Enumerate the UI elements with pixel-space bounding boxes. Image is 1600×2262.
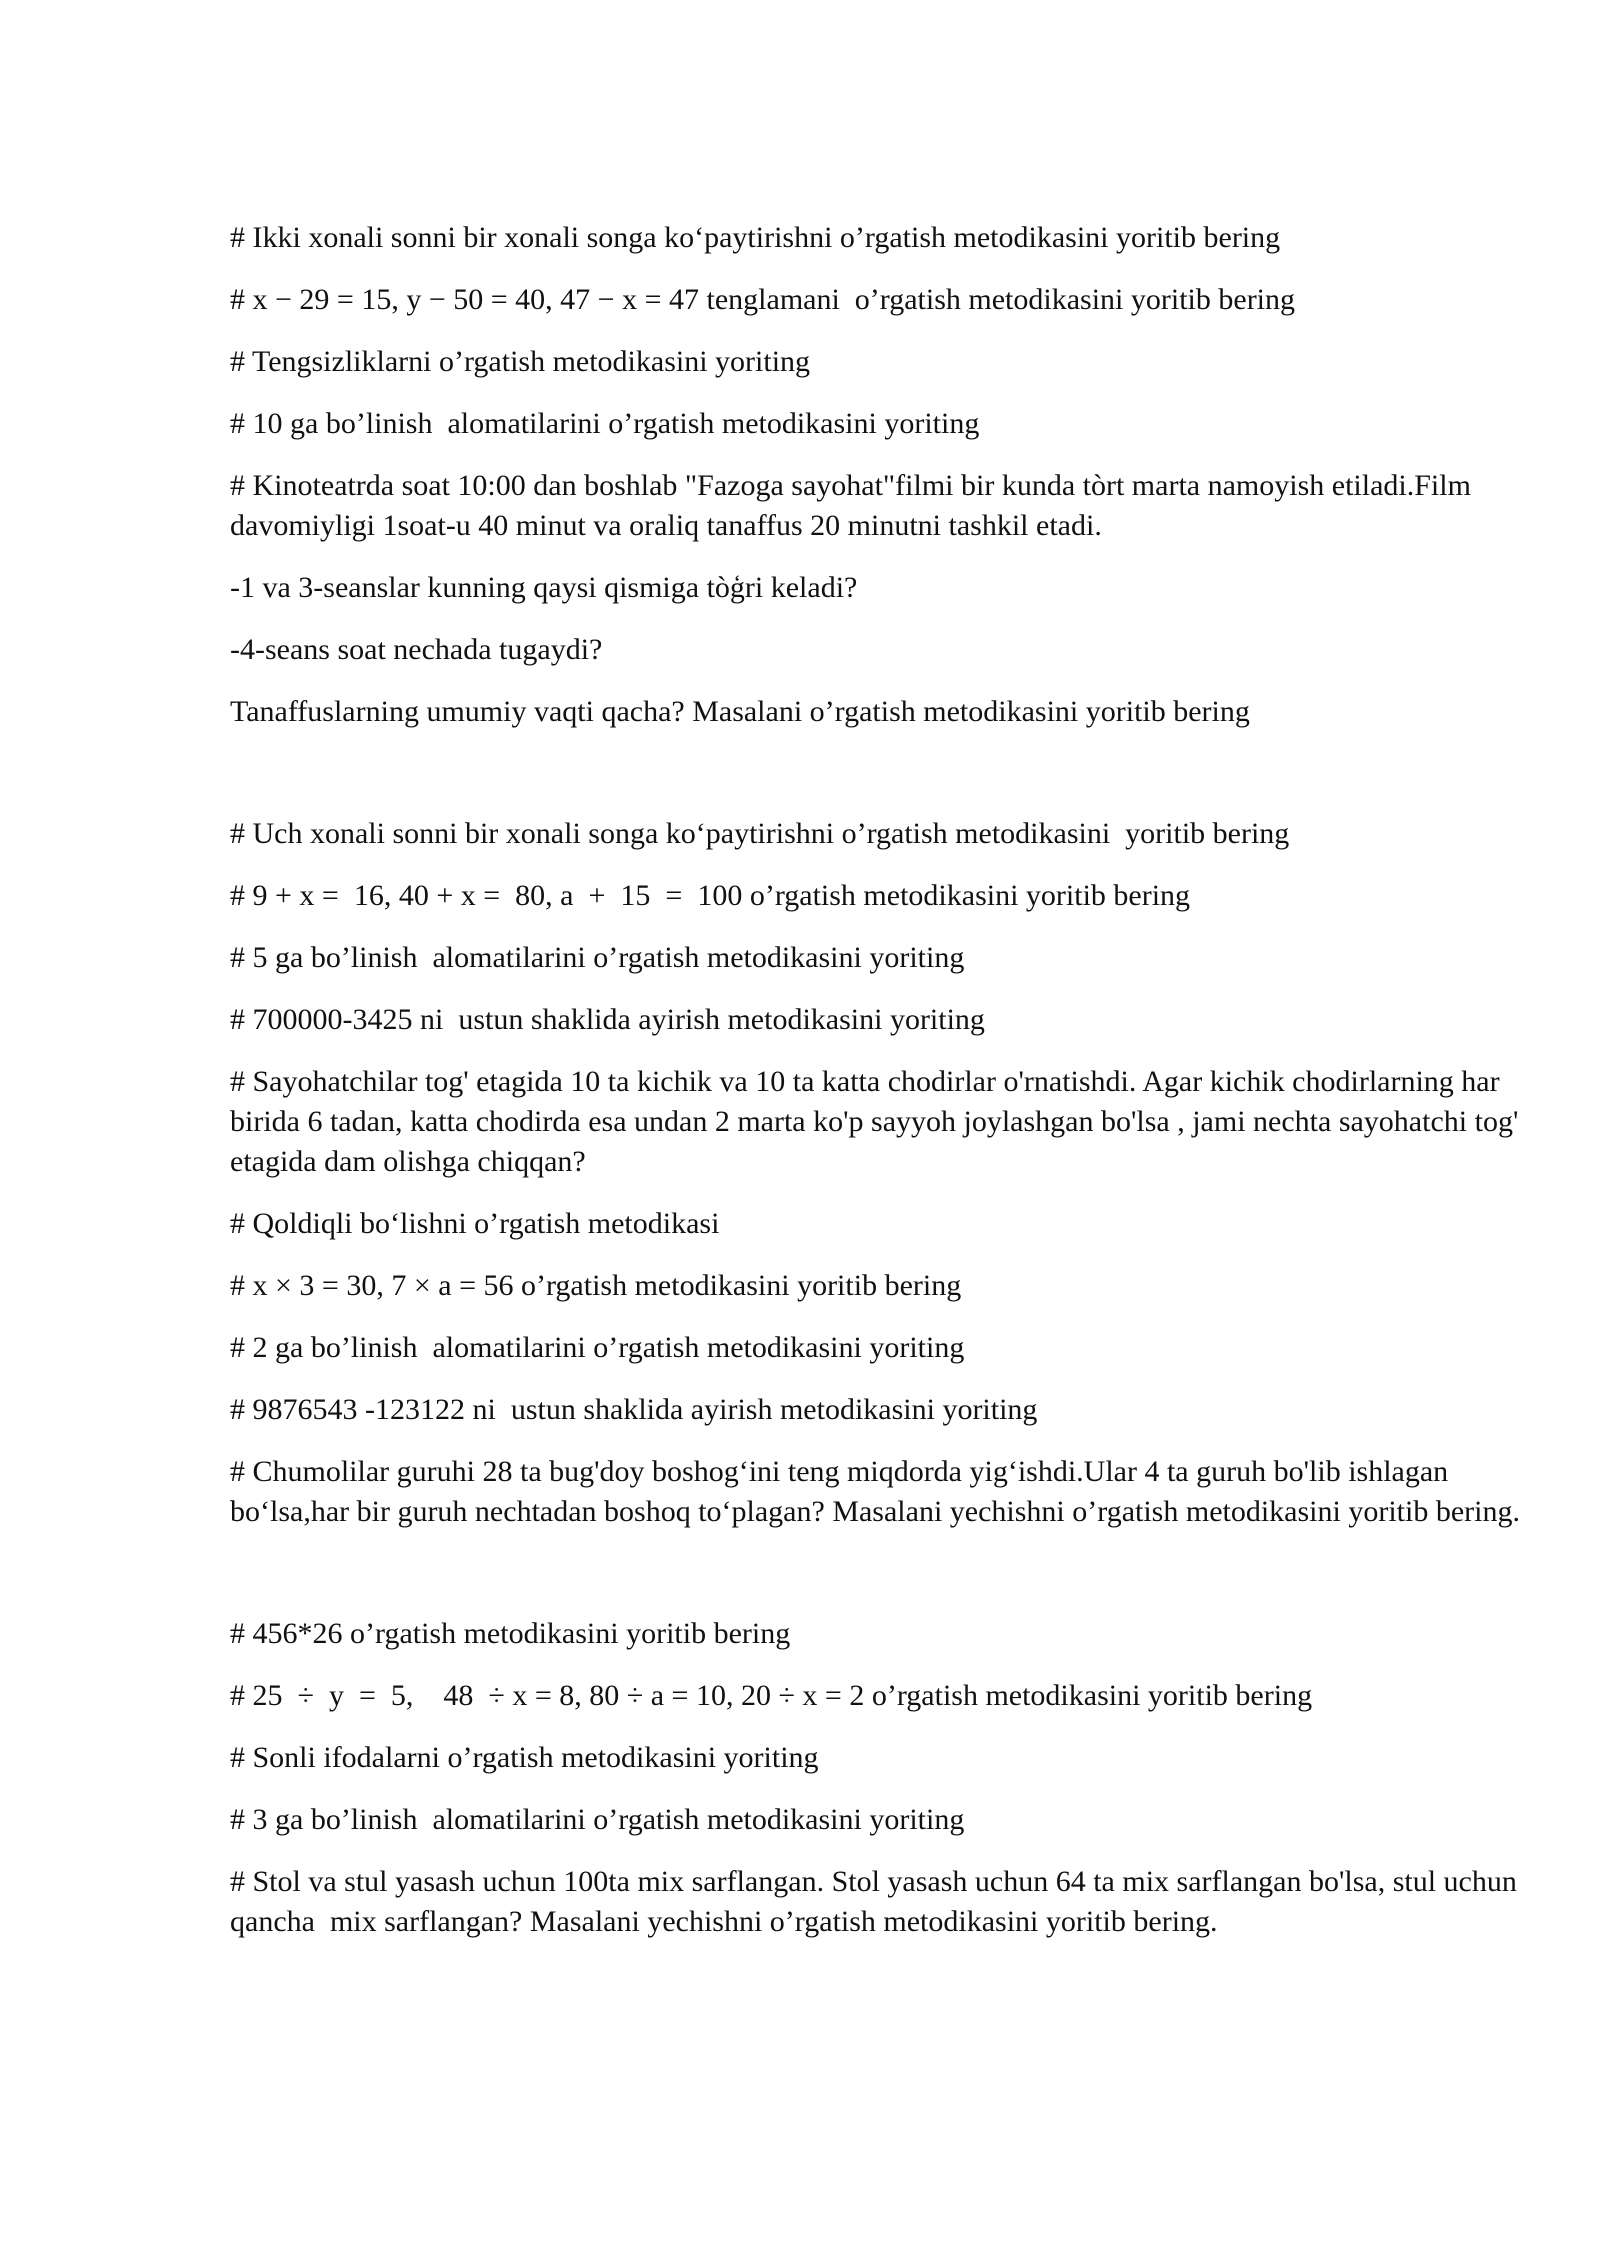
problem-paragraph: # Sayohatchilar tog' etagida 10 ta kichik va 10 ta katta chodirlar o'rnatishdi. Agar kichik chodirlarning har birida 6 tadan, katta chodirda esa undan 2 marta ko'p sayyoh joylashgan bo'lsa , jami nechta sayohatchi tog' etagida dam olishga chiqqan? bbox=[230, 1065, 1526, 1178]
section-spacer bbox=[230, 754, 1530, 814]
question-paragraph: # 9 + x = 16, 40 + x = 80, a + 15 = 100 o’rgatish metodikasini yoritib bering bbox=[230, 879, 1191, 912]
problem-paragraph: # Chumolilar guruhi 28 ta bug'doy boshog‘ini teng miqdorda yig‘ishdi.Ular 4 ta guruh bo'lib ishlagan bo‘lsa,har bir guruh nechtadan boshoq to‘plagan? Masalani yechishni o’rgatish metodikasini yoritib bering. bbox=[230, 1455, 1520, 1528]
question-group-1 bbox=[230, 218, 1530, 732]
question-paragraph: # x − 29 = 15, y − 50 = 40, 47 − x = 47 tenglamani o’rgatish metodikasini yoritib bering bbox=[230, 283, 1296, 316]
question-group-3 bbox=[230, 1614, 1530, 1942]
question-paragraph: # 5 ga bo’linish alomatilarini o’rgatish metodikasini yoriting bbox=[230, 941, 965, 974]
question-paragraph: # Tengsizliklarni o’rgatish metodikasini yoriting bbox=[230, 345, 811, 378]
question-paragraph: # 25 ÷ y = 5, 48 ÷ x = 8, 80 ÷ a = 10, 20 ÷ x = 2 o’rgatish metodikasini yoritib bering bbox=[230, 1679, 1313, 1712]
question-paragraph: # 2 ga bo’linish alomatilarini o’rgatish metodikasini yoriting bbox=[230, 1331, 965, 1364]
question-group-2 bbox=[230, 814, 1530, 1532]
question-paragraph: # Ikki xonali sonni bir xonali songa ko‘paytirishni o’rgatish metodikasini yoritib bering bbox=[230, 221, 1281, 254]
document-body bbox=[230, 218, 1530, 1964]
question-paragraph: # 10 ga bo’linish alomatilarini o’rgatish metodikasini yoriting bbox=[230, 407, 980, 440]
section-spacer bbox=[230, 1554, 1530, 1614]
question-paragraph: # Sonli ifodalarni o’rgatish metodikasini yoriting bbox=[230, 1741, 819, 1774]
question-paragraph: # 456*26 o’rgatish metodikasini yoritib bering bbox=[230, 1617, 791, 1650]
question-paragraph: # Qoldiqli bo‘lishni o’rgatish metodikasi bbox=[230, 1207, 720, 1240]
question-paragraph: # 700000-3425 ni ustun shaklida ayirish metodikasini yoriting bbox=[230, 1003, 985, 1036]
problem-paragraph: # Stol va stul yasash uchun 100ta mix sarflangan. Stol yasash uchun 64 ta mix sarflangan bo'lsa, stul uchun qancha mix sarflangan? Masalani yechishni o’rgatish metodikasini yoritib bering. bbox=[230, 1865, 1525, 1938]
question-paragraph: # 3 ga bo’linish alomatilarini o’rgatish metodikasini yoriting bbox=[230, 1803, 965, 1836]
problem-subquestion: Tanaffuslarning umumiy vaqti qacha? Masalani o’rgatish metodikasini yoritib bering bbox=[230, 695, 1250, 728]
problem-subquestion: -4-seans soat nechada tugaydi? bbox=[230, 633, 603, 666]
question-paragraph: # x × 3 = 30, 7 × a = 56 o’rgatish metodikasini yoritib bering bbox=[230, 1269, 962, 1302]
question-paragraph: # 9876543 -123122 ni ustun shaklida ayirish metodikasini yoriting bbox=[230, 1393, 1038, 1426]
problem-paragraph: # Kinoteatrda soat 10:00 dan boshlab "Fazoga sayohat"filmi bir kunda tòrt marta namoyish etiladi.Film davomiyligi 1soat-u 40 minut va oraliq tanaffus 20 minutni tashkil etadi. bbox=[230, 469, 1479, 542]
problem-subquestion: -1 va 3-seanslar kunning qaysi qismiga tòģri keladi? bbox=[230, 571, 858, 604]
question-paragraph: # Uch xonali sonni bir xonali songa ko‘paytirishni o’rgatish metodikasini yoritib bering bbox=[230, 817, 1290, 850]
